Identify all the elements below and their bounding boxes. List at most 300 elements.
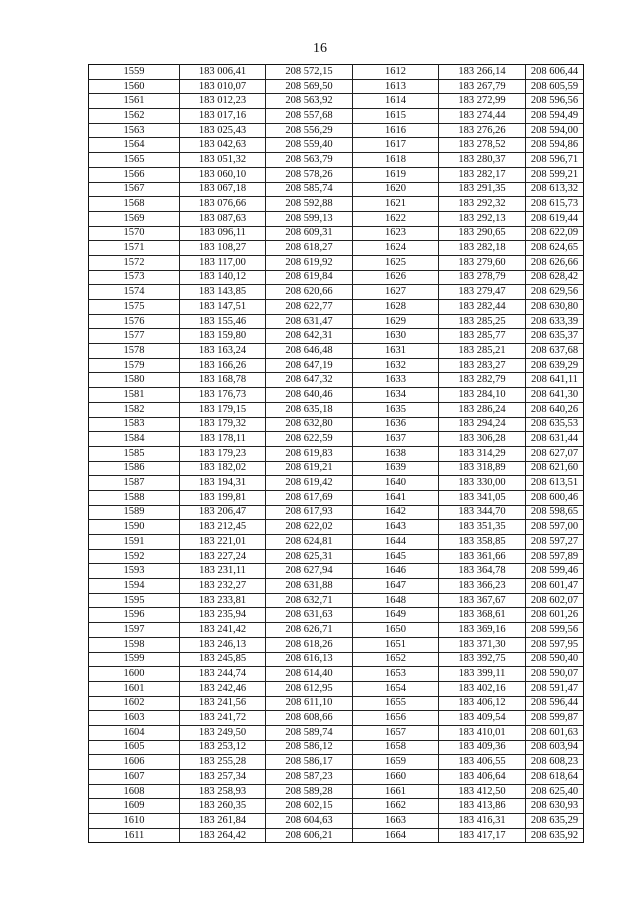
y-coordinate-left: 208 609,31 [266,226,353,241]
y-coordinate-right: 208 599,56 [526,623,584,638]
y-coordinate-left: 208 572,15 [266,65,353,80]
x-coordinate-left: 183 117,00 [180,255,266,270]
point-number-left: 1578 [89,344,180,359]
table-row [89,446,584,461]
y-coordinate-right: 208 635,92 [526,828,584,843]
point-number-left: 1583 [89,417,180,432]
y-coordinate-left: 208 592,88 [266,197,353,212]
y-coordinate-left: 208 640,46 [266,388,353,403]
point-number-right: 1622 [353,211,439,226]
x-coordinate-left: 183 140,12 [180,270,266,285]
y-coordinate-left: 208 646,48 [266,344,353,359]
y-coordinate-right: 208 599,46 [526,564,584,579]
x-coordinate-left: 183 245,85 [180,652,266,667]
point-number-right: 1613 [353,79,439,94]
table-row [89,593,584,608]
point-number-right: 1643 [353,520,439,535]
y-coordinate-left: 208 559,40 [266,138,353,153]
x-coordinate-right: 183 291,35 [439,182,526,197]
x-coordinate-right: 183 282,18 [439,241,526,256]
x-coordinate-left: 183 163,24 [180,344,266,359]
y-coordinate-left: 208 578,26 [266,167,353,182]
table-row [89,667,584,682]
point-number-right: 1654 [353,681,439,696]
table-row [89,520,584,535]
table-row [89,505,584,520]
y-coordinate-right: 208 641,30 [526,388,584,403]
table-row [89,828,584,843]
y-coordinate-right: 208 639,29 [526,358,584,373]
x-coordinate-right: 183 292,32 [439,197,526,212]
table-row [89,535,584,550]
x-coordinate-right: 183 283,27 [439,358,526,373]
x-coordinate-left: 183 264,42 [180,828,266,843]
point-number-left: 1599 [89,652,180,667]
x-coordinate-left: 183 221,01 [180,535,266,550]
x-coordinate-left: 183 255,28 [180,755,266,770]
y-coordinate-left: 208 585,74 [266,182,353,197]
point-number-left: 1593 [89,564,180,579]
x-coordinate-right: 183 279,60 [439,255,526,270]
x-coordinate-left: 183 060,10 [180,167,266,182]
y-coordinate-left: 208 626,71 [266,623,353,638]
y-coordinate-left: 208 622,02 [266,520,353,535]
x-coordinate-left: 183 253,12 [180,740,266,755]
table-row [89,740,584,755]
y-coordinate-right: 208 597,27 [526,535,584,550]
point-number-right: 1633 [353,373,439,388]
point-number-left: 1604 [89,725,180,740]
y-coordinate-left: 208 632,71 [266,593,353,608]
y-coordinate-left: 208 631,63 [266,608,353,623]
point-number-left: 1570 [89,226,180,241]
y-coordinate-right: 208 608,23 [526,755,584,770]
y-coordinate-left: 208 586,12 [266,740,353,755]
point-number-left: 1580 [89,373,180,388]
x-coordinate-left: 183 159,80 [180,329,266,344]
point-number-left: 1586 [89,461,180,476]
table-row [89,109,584,124]
x-coordinate-right: 183 412,50 [439,784,526,799]
table-row [89,417,584,432]
point-number-right: 1614 [353,94,439,109]
point-number-left: 1590 [89,520,180,535]
point-number-right: 1628 [353,300,439,315]
y-coordinate-right: 208 615,73 [526,197,584,212]
y-coordinate-left: 208 631,47 [266,314,353,329]
y-coordinate-right: 208 625,40 [526,784,584,799]
x-coordinate-right: 183 399,11 [439,667,526,682]
point-number-right: 1621 [353,197,439,212]
y-coordinate-left: 208 617,69 [266,490,353,505]
table-row [89,167,584,182]
y-coordinate-left: 208 647,32 [266,373,353,388]
table-row [89,197,584,212]
point-number-left: 1606 [89,755,180,770]
y-coordinate-right: 208 599,87 [526,711,584,726]
y-coordinate-right: 208 601,26 [526,608,584,623]
y-coordinate-left: 208 608,66 [266,711,353,726]
x-coordinate-right: 183 267,79 [439,79,526,94]
x-coordinate-right: 183 282,79 [439,373,526,388]
point-number-right: 1640 [353,476,439,491]
x-coordinate-left: 183 179,32 [180,417,266,432]
y-coordinate-right: 208 594,00 [526,123,584,138]
point-number-right: 1649 [353,608,439,623]
y-coordinate-right: 208 627,07 [526,446,584,461]
y-coordinate-left: 208 563,79 [266,153,353,168]
point-number-right: 1629 [353,314,439,329]
x-coordinate-right: 183 278,52 [439,138,526,153]
table-row [89,476,584,491]
point-number-left: 1568 [89,197,180,212]
table-row [89,696,584,711]
table-row [89,623,584,638]
x-coordinate-right: 183 285,25 [439,314,526,329]
point-number-right: 1650 [353,623,439,638]
y-coordinate-right: 208 619,44 [526,211,584,226]
table-row [89,79,584,94]
x-coordinate-left: 183 096,11 [180,226,266,241]
table-row [89,549,584,564]
x-coordinate-left: 183 017,16 [180,109,266,124]
table-row [89,358,584,373]
x-coordinate-right: 183 413,86 [439,799,526,814]
y-coordinate-right: 208 633,39 [526,314,584,329]
point-number-right: 1636 [353,417,439,432]
coordinates-table [88,64,584,843]
x-coordinate-right: 183 392,75 [439,652,526,667]
point-number-right: 1639 [353,461,439,476]
point-number-left: 1597 [89,623,180,638]
y-coordinate-right: 208 599,21 [526,167,584,182]
table-row [89,637,584,652]
y-coordinate-left: 208 606,21 [266,828,353,843]
point-number-left: 1585 [89,446,180,461]
x-coordinate-right: 183 406,12 [439,696,526,711]
y-coordinate-right: 208 590,07 [526,667,584,682]
x-coordinate-right: 183 341,05 [439,490,526,505]
point-number-right: 1661 [353,784,439,799]
x-coordinate-right: 183 409,36 [439,740,526,755]
x-coordinate-right: 183 285,77 [439,329,526,344]
table-row [89,579,584,594]
table-row [89,725,584,740]
point-number-left: 1608 [89,784,180,799]
table-row [89,755,584,770]
x-coordinate-left: 183 067,18 [180,182,266,197]
x-coordinate-left: 183 042,63 [180,138,266,153]
x-coordinate-left: 183 166,26 [180,358,266,373]
point-number-left: 1573 [89,270,180,285]
x-coordinate-right: 183 410,01 [439,725,526,740]
x-coordinate-right: 183 406,64 [439,770,526,785]
y-coordinate-left: 208 625,31 [266,549,353,564]
point-number-right: 1624 [353,241,439,256]
x-coordinate-left: 183 178,11 [180,432,266,447]
x-coordinate-right: 183 282,44 [439,300,526,315]
x-coordinate-left: 183 249,50 [180,725,266,740]
x-coordinate-right: 183 406,55 [439,755,526,770]
point-number-right: 1647 [353,579,439,594]
x-coordinate-left: 183 182,02 [180,461,266,476]
point-number-left: 1560 [89,79,180,94]
point-number-right: 1659 [353,755,439,770]
table-row [89,814,584,829]
table-row [89,241,584,256]
x-coordinate-right: 183 369,16 [439,623,526,638]
y-coordinate-right: 208 641,11 [526,373,584,388]
x-coordinate-right: 183 371,30 [439,637,526,652]
y-coordinate-right: 208 628,42 [526,270,584,285]
point-number-left: 1609 [89,799,180,814]
point-number-left: 1572 [89,255,180,270]
x-coordinate-left: 183 025,43 [180,123,266,138]
x-coordinate-right: 183 358,85 [439,535,526,550]
point-number-left: 1575 [89,300,180,315]
x-coordinate-left: 183 143,85 [180,285,266,300]
x-coordinate-left: 183 155,46 [180,314,266,329]
y-coordinate-left: 208 642,31 [266,329,353,344]
table-row [89,373,584,388]
point-number-left: 1582 [89,402,180,417]
y-coordinate-right: 208 624,65 [526,241,584,256]
x-coordinate-left: 183 233,81 [180,593,266,608]
y-coordinate-left: 208 631,88 [266,579,353,594]
y-coordinate-left: 208 611,10 [266,696,353,711]
y-coordinate-left: 208 589,28 [266,784,353,799]
point-number-left: 1584 [89,432,180,447]
point-number-right: 1637 [353,432,439,447]
point-number-left: 1577 [89,329,180,344]
point-number-right: 1620 [353,182,439,197]
point-number-right: 1638 [353,446,439,461]
y-coordinate-left: 208 614,40 [266,667,353,682]
x-coordinate-left: 183 232,27 [180,579,266,594]
x-coordinate-right: 183 351,35 [439,520,526,535]
y-coordinate-left: 208 599,13 [266,211,353,226]
y-coordinate-right: 208 601,47 [526,579,584,594]
x-coordinate-right: 183 280,37 [439,153,526,168]
x-coordinate-left: 183 076,66 [180,197,266,212]
point-number-left: 1594 [89,579,180,594]
table-row [89,153,584,168]
y-coordinate-right: 208 596,56 [526,94,584,109]
x-coordinate-left: 183 261,84 [180,814,266,829]
table-row [89,300,584,315]
y-coordinate-left: 208 617,93 [266,505,353,520]
y-coordinate-right: 208 601,63 [526,725,584,740]
y-coordinate-right: 208 630,93 [526,799,584,814]
point-number-right: 1617 [353,138,439,153]
x-coordinate-right: 183 314,29 [439,446,526,461]
point-number-left: 1566 [89,167,180,182]
y-coordinate-left: 208 587,23 [266,770,353,785]
table-row [89,329,584,344]
point-number-left: 1581 [89,388,180,403]
x-coordinate-right: 183 272,99 [439,94,526,109]
y-coordinate-left: 208 619,84 [266,270,353,285]
x-coordinate-left: 183 258,93 [180,784,266,799]
x-coordinate-right: 183 330,00 [439,476,526,491]
y-coordinate-right: 208 618,64 [526,770,584,785]
point-number-right: 1635 [353,402,439,417]
y-coordinate-right: 208 637,68 [526,344,584,359]
y-coordinate-right: 208 606,44 [526,65,584,80]
point-number-right: 1657 [353,725,439,740]
point-number-right: 1623 [353,226,439,241]
point-number-right: 1642 [353,505,439,520]
x-coordinate-right: 183 366,23 [439,579,526,594]
table-row [89,94,584,109]
point-number-left: 1600 [89,667,180,682]
y-coordinate-right: 208 602,07 [526,593,584,608]
x-coordinate-left: 183 227,24 [180,549,266,564]
x-coordinate-right: 183 285,21 [439,344,526,359]
point-number-right: 1618 [353,153,439,168]
point-number-left: 1588 [89,490,180,505]
y-coordinate-right: 208 594,49 [526,109,584,124]
table-row [89,652,584,667]
y-coordinate-left: 208 635,18 [266,402,353,417]
y-coordinate-right: 208 622,09 [526,226,584,241]
y-coordinate-left: 208 557,68 [266,109,353,124]
point-number-right: 1664 [353,828,439,843]
y-coordinate-left: 208 619,21 [266,461,353,476]
y-coordinate-right: 208 629,56 [526,285,584,300]
y-coordinate-left: 208 622,77 [266,300,353,315]
point-number-right: 1660 [353,770,439,785]
point-number-right: 1651 [353,637,439,652]
x-coordinate-left: 183 012,23 [180,94,266,109]
y-coordinate-right: 208 596,44 [526,696,584,711]
y-coordinate-right: 208 590,40 [526,652,584,667]
x-coordinate-left: 183 006,41 [180,65,266,80]
point-number-right: 1646 [353,564,439,579]
point-number-right: 1663 [353,814,439,829]
x-coordinate-left: 183 206,47 [180,505,266,520]
y-coordinate-left: 208 618,27 [266,241,353,256]
point-number-left: 1589 [89,505,180,520]
point-number-left: 1563 [89,123,180,138]
point-number-left: 1579 [89,358,180,373]
point-number-right: 1645 [353,549,439,564]
point-number-left: 1602 [89,696,180,711]
table-row [89,388,584,403]
point-number-left: 1595 [89,593,180,608]
x-coordinate-right: 183 417,17 [439,828,526,843]
y-coordinate-right: 208 631,44 [526,432,584,447]
x-coordinate-right: 183 402,16 [439,681,526,696]
x-coordinate-left: 183 260,35 [180,799,266,814]
point-number-right: 1641 [353,490,439,505]
table-row [89,711,584,726]
point-number-right: 1615 [353,109,439,124]
x-coordinate-left: 183 168,78 [180,373,266,388]
x-coordinate-right: 183 368,61 [439,608,526,623]
y-coordinate-left: 208 569,50 [266,79,353,94]
x-coordinate-right: 183 276,26 [439,123,526,138]
point-number-left: 1587 [89,476,180,491]
point-number-left: 1591 [89,535,180,550]
y-coordinate-right: 208 635,37 [526,329,584,344]
table-row [89,344,584,359]
point-number-left: 1564 [89,138,180,153]
x-coordinate-right: 183 282,17 [439,167,526,182]
x-coordinate-right: 183 290,65 [439,226,526,241]
x-coordinate-right: 183 306,28 [439,432,526,447]
y-coordinate-left: 208 619,92 [266,255,353,270]
x-coordinate-left: 183 241,42 [180,623,266,638]
y-coordinate-right: 208 598,65 [526,505,584,520]
y-coordinate-right: 208 630,80 [526,300,584,315]
y-coordinate-right: 208 597,00 [526,520,584,535]
y-coordinate-right: 208 613,32 [526,182,584,197]
point-number-left: 1574 [89,285,180,300]
x-coordinate-left: 183 244,74 [180,667,266,682]
y-coordinate-left: 208 616,13 [266,652,353,667]
table-row [89,314,584,329]
y-coordinate-right: 208 626,66 [526,255,584,270]
y-coordinate-left: 208 618,26 [266,637,353,652]
point-number-left: 1592 [89,549,180,564]
x-coordinate-left: 183 010,07 [180,79,266,94]
y-coordinate-right: 208 635,29 [526,814,584,829]
table-row [89,799,584,814]
x-coordinate-left: 183 246,13 [180,637,266,652]
x-coordinate-left: 183 231,11 [180,564,266,579]
y-coordinate-left: 208 619,83 [266,446,353,461]
table-row [89,123,584,138]
x-coordinate-right: 183 294,24 [439,417,526,432]
point-number-left: 1559 [89,65,180,80]
y-coordinate-left: 208 619,42 [266,476,353,491]
point-number-right: 1632 [353,358,439,373]
x-coordinate-left: 183 108,27 [180,241,266,256]
y-coordinate-right: 208 594,86 [526,138,584,153]
x-coordinate-left: 183 242,46 [180,681,266,696]
table-row [89,432,584,447]
y-coordinate-left: 208 589,74 [266,725,353,740]
point-number-right: 1656 [353,711,439,726]
point-number-left: 1562 [89,109,180,124]
point-number-left: 1567 [89,182,180,197]
x-coordinate-left: 183 179,23 [180,446,266,461]
point-number-right: 1658 [353,740,439,755]
y-coordinate-right: 208 605,59 [526,79,584,94]
y-coordinate-left: 208 622,59 [266,432,353,447]
table-row [89,681,584,696]
x-coordinate-right: 183 367,67 [439,593,526,608]
table-row [89,226,584,241]
x-coordinate-left: 183 241,56 [180,696,266,711]
y-coordinate-left: 208 632,80 [266,417,353,432]
y-coordinate-left: 208 604,63 [266,814,353,829]
x-coordinate-right: 183 266,14 [439,65,526,80]
y-coordinate-right: 208 597,89 [526,549,584,564]
point-number-right: 1630 [353,329,439,344]
point-number-left: 1601 [89,681,180,696]
point-number-left: 1571 [89,241,180,256]
point-number-left: 1598 [89,637,180,652]
point-number-right: 1626 [353,270,439,285]
x-coordinate-left: 183 257,34 [180,770,266,785]
x-coordinate-right: 183 344,70 [439,505,526,520]
point-number-right: 1662 [353,799,439,814]
x-coordinate-left: 183 212,45 [180,520,266,535]
point-number-right: 1648 [353,593,439,608]
x-coordinate-right: 183 361,66 [439,549,526,564]
